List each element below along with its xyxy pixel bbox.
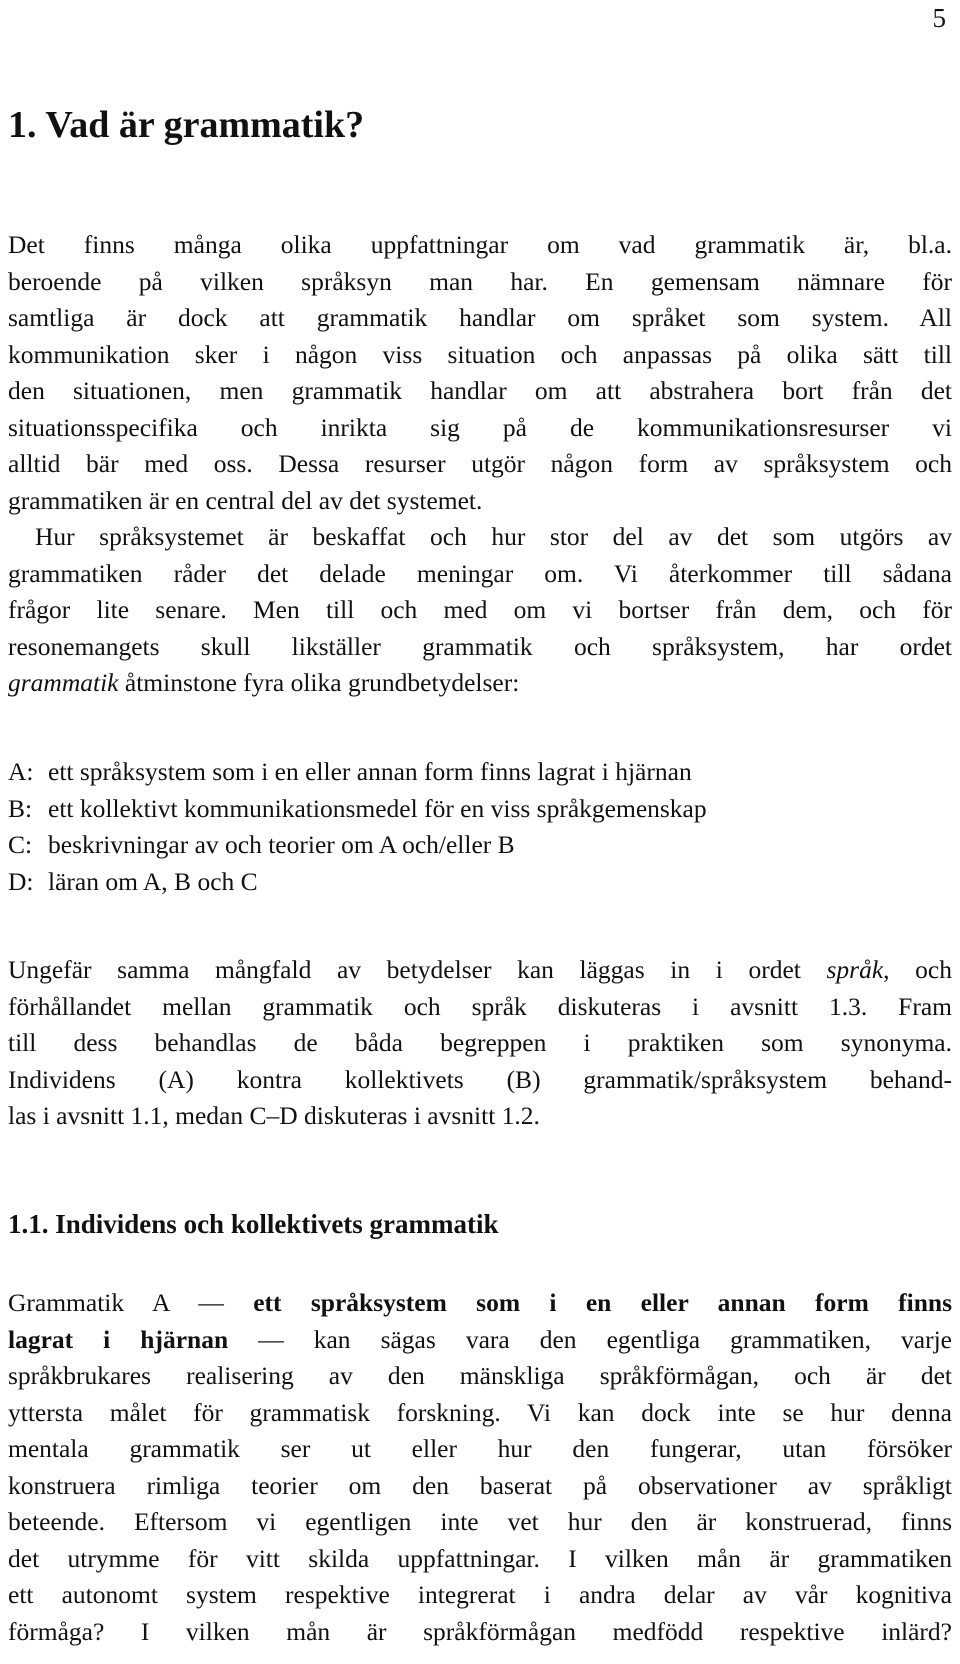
list-text: läran om A, B och C <box>48 866 258 896</box>
text-line: grammatiken är en central del av det systemet. <box>8 485 483 515</box>
list-text: beskrivningar av och teorier om A och/eller B <box>48 830 515 859</box>
list-item <box>8 791 952 828</box>
bold-term: ett språksystem som i en eller annan form finns <box>253 1288 952 1317</box>
page-number: 5 <box>932 3 946 33</box>
chapter-heading: 1. Vad är grammatik? <box>8 104 365 146</box>
text-line <box>8 1322 952 1359</box>
list-text: ett språksystem som i en eller annan form finns lagrat i hjärnan <box>48 757 692 786</box>
definition-paragraph <box>8 952 952 1135</box>
text-line: förhållandet mellan grammatik och språk diskuteras i avsnitt 1.3. Fram <box>8 991 952 1021</box>
text-line: språkbrukares realisering av den mänskliga språkförmågan, och är det <box>8 1361 952 1390</box>
meanings-list <box>8 754 952 900</box>
section-heading: 1.1. Individens och kollektivets grammatik <box>8 1209 499 1239</box>
italic-term: grammatik <box>8 668 119 697</box>
text-line: den situationen, men grammatik handlar om att abstrahera bort från det <box>8 376 952 405</box>
list-letter: A: <box>8 757 34 786</box>
list-letter: C: <box>8 830 33 859</box>
text-line <box>8 1285 952 1322</box>
text-line: kommunikation sker i någon viss situation och anpassas på olika sätt till <box>8 339 952 369</box>
text-line: situationsspecifika och inrikta sig på de kommunikationsresurser vi <box>8 412 952 442</box>
text-line: yttersta målet för grammatisk forskning. Vi kan dock inte se hur denna <box>8 1397 952 1427</box>
text-line: las i avsnitt 1.1, medan C–D diskuteras i avsnitt 1.2. <box>8 1101 540 1130</box>
intro-paragraph <box>8 227 952 702</box>
text-line: Det finns många olika uppfattningar om vad grammatik är, bl.a. <box>8 230 952 259</box>
bold-term: lagrat i hjärnan <box>8 1324 229 1354</box>
list-item <box>8 754 952 791</box>
list-text: ett kollektivt kommunikationsmedel för en viss språkgemenskap <box>48 793 707 823</box>
section-paragraph <box>8 1285 952 1650</box>
text-fragment: — kan sägas vara den egentliga grammatiken, varje <box>228 1324 952 1354</box>
list-item <box>8 827 952 864</box>
text-line: till dess behandlas de båda begreppen i praktiken som synonyma. <box>8 1028 952 1057</box>
text-fragment: Ungefär samma mångfald av betydelser kan läggas in i ordet <box>8 955 827 984</box>
text-line: det utrymme för vitt skilda uppfattningar. I vilken mån är grammatiken <box>8 1543 952 1573</box>
text-line: beroende på vilken språksyn man har. En gemensam nämnare för <box>8 266 952 296</box>
text-fragment: Grammatik A — <box>8 1288 254 1317</box>
text-line: förmåga? I vilken mån är språkförmågan medfödd respektive inlärd? <box>8 1616 952 1646</box>
text-fragment: , och <box>883 955 952 984</box>
list-item <box>8 864 952 901</box>
text-line: Hur språksystemet är beskaffat och hur stor del av det som utgörs av <box>35 522 952 551</box>
text-line: ett autonomt system respektive integrerat i andra delar av vår kognitiva <box>8 1580 952 1609</box>
text-line: konstruera rimliga teorier om den baserat på observationer av språkligt <box>8 1470 952 1500</box>
text-line: Individens (A) kontra kollektivets (B) grammatik/språksystem behand- <box>8 1064 952 1094</box>
list-letter: D: <box>8 866 34 896</box>
text-line: beteende. Eftersom vi egentligen inte vet hur den är konstruerad, finns <box>8 1507 952 1536</box>
text-fragment: åtminstone fyra olika grundbetydelser: <box>118 668 520 697</box>
italic-term: språk <box>826 955 884 984</box>
text-line: frågor lite senare. Men till och med om vi bortser från dem, och för <box>8 595 952 624</box>
list-letter: B: <box>8 793 33 823</box>
text-line <box>8 952 952 989</box>
text-line: resonemangets skull likställer grammatik och språksystem, har ordet <box>8 631 952 661</box>
text-line: samtliga är dock att grammatik handlar om språket som system. All <box>8 303 952 332</box>
text-line: grammatiken råder det delade meningar om. Vi återkommer till sådana <box>8 558 952 588</box>
text-line: alltid bär med oss. Dessa resurser utgör någon form av språksystem och <box>8 449 952 478</box>
text-line <box>8 665 952 702</box>
text-line: mentala grammatik ser ut eller hur den fungerar, utan försöker <box>8 1434 952 1463</box>
